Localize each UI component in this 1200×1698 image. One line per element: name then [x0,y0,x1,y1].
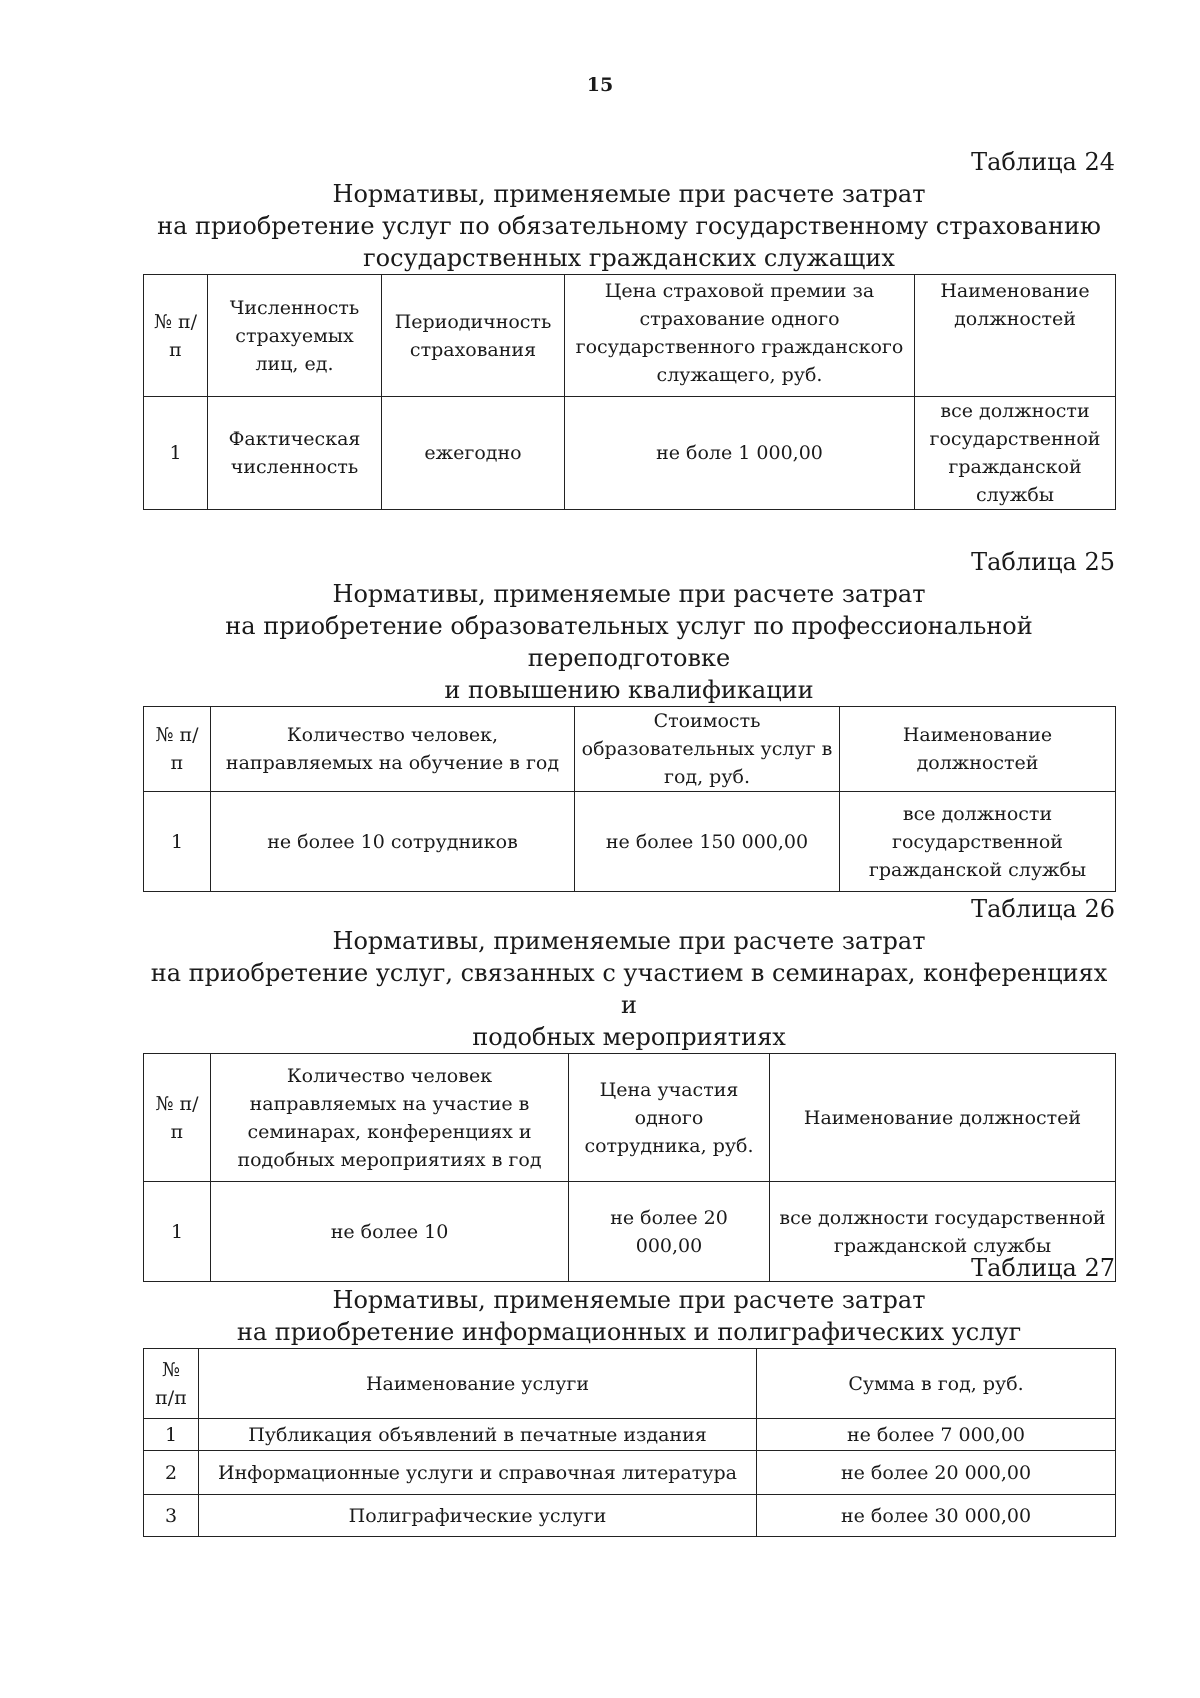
table-27 [143,1348,1116,1537]
table-cell: Фактическая численность [208,397,382,510]
table-caption-line: Нормативы, применяемые при расчете затрат [332,1286,926,1314]
header-cell: № п/п [144,275,208,397]
table-cell: ежегодно [382,397,565,510]
table-cell: не более 10 сотрудников [211,792,575,892]
table-caption-line: на приобретение услуг, связанных с участием в семинарах, конференциях и [150,959,1108,1019]
header-cell: Стоимость образовательных услуг в год, руб. [575,707,840,792]
table-cell: не более 30 000,00 [757,1495,1116,1537]
table-24 [143,274,1116,510]
table-row [144,792,1116,892]
table-caption-line: подобных мероприятиях [472,1023,786,1051]
table-header-row [144,275,1116,397]
header-cell: Численность страхуемых лиц, ед. [208,275,382,397]
table-25-block [143,546,1115,892]
table-cell: не более 20 000,00 [757,1451,1116,1495]
table-24-block [143,146,1115,510]
header-cell: Наименование должностей [840,707,1116,792]
table-cell: не боле 1 000,00 [565,397,915,510]
header-cell: Цена участия одного сотрудника, руб. [569,1054,770,1182]
header-cell: № п/п [144,1349,199,1419]
table-row [144,1495,1116,1537]
header-cell: № п/п [144,1054,211,1182]
table-caption-line: государственных гражданских служащих [363,244,895,272]
header-cell: Наименование должностей [915,275,1116,397]
table-cell: 1 [144,397,208,510]
table-caption-line: Нормативы, применяемые при расчете затрат [332,580,926,608]
table-cell: все должности государственной гражданской службы [915,397,1116,510]
table-cell: все должности государственной гражданской службы [840,792,1116,892]
table-cell: 1 [144,792,211,892]
table-cell: не более 150 000,00 [575,792,840,892]
table-cell: не более 20 000,00 [569,1182,770,1282]
table-cell: Полиграфические услуги [199,1495,757,1537]
header-cell: Цена страховой премии за страхование одного государственного гражданского служащего, руб. [565,275,915,397]
table-cell: 3 [144,1495,199,1537]
table-cell: не более 10 [211,1182,569,1282]
table-caption-line: Нормативы, применяемые при расчете затрат [332,927,926,955]
table-caption-line: на приобретение образовательных услуг по профессиональной переподготовке [225,612,1033,672]
page-number: 15 [586,74,614,96]
table-header-row [144,707,1116,792]
table-caption-line: на приобретение услуг по обязательному государственному страхованию [157,212,1101,240]
table-caption-line: на приобретение информационных и полиграфических услуг [236,1318,1022,1346]
table-caption-line: Нормативы, применяемые при расчете затрат [332,180,926,208]
table-number: Таблица 27 [971,1254,1115,1282]
table-cell: 1 [144,1182,211,1282]
table-26 [143,1053,1116,1282]
table-cell: 2 [144,1451,199,1495]
table-header-row [144,1349,1116,1419]
table-27-block [143,1252,1115,1537]
table-cell: 1 [144,1419,199,1451]
table-row [144,1419,1116,1451]
table-25 [143,706,1116,892]
table-caption-line: и повышению квалификации [444,676,814,704]
header-cell: Наименование должностей [770,1054,1116,1182]
table-26-block [143,893,1115,1282]
header-cell: Сумма в год, руб. [757,1349,1116,1419]
table-row [144,397,1116,510]
table-number: Таблица 26 [971,895,1115,923]
table-header-row [144,1054,1116,1182]
table-row [144,1451,1116,1495]
header-cell: Количество человек направляемых на участие в семинарах, конференциях и подобных мероприятиях в год [211,1054,569,1182]
header-cell: Периодичность страхования [382,275,565,397]
table-cell: Публикация объявлений в печатные издания [199,1419,757,1451]
table-cell: все должности государственной гражданской службы [770,1182,1116,1282]
header-cell: Наименование услуги [199,1349,757,1419]
table-number: Таблица 24 [971,148,1115,176]
header-cell: Количество человек, направляемых на обучение в год [211,707,575,792]
table-cell: не более 7 000,00 [757,1419,1116,1451]
table-cell: Информационные услуги и справочная литература [199,1451,757,1495]
header-cell: № п/п [144,707,211,792]
table-number: Таблица 25 [971,548,1115,576]
